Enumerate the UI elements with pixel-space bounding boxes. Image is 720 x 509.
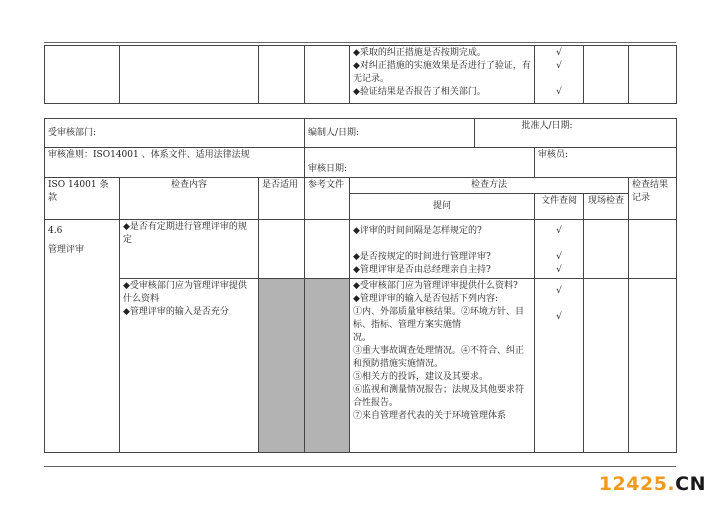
clause-number: 4.6 (48, 226, 63, 236)
bottom-rule (44, 466, 676, 467)
site-watermark-logo: 12425.CN (598, 473, 706, 495)
cont-applicable-cell (259, 46, 305, 104)
row2-reference-shaded (305, 279, 350, 453)
col-result: 检查结果记录 (629, 178, 677, 220)
approver-label: 批准人/日期: (475, 119, 677, 148)
auditor-label: 审核员: (535, 148, 677, 178)
row1-doc-checks: √ √ √ (535, 220, 584, 279)
row2-content: ◆受审核部门应为管理评审提供 什么资料 ◆管理评审的输入是否充分 (120, 279, 259, 453)
cont-reference-cell (305, 46, 350, 104)
cont-result-cell (629, 46, 677, 104)
row1-result (629, 220, 677, 279)
row1-applicable (259, 220, 305, 279)
clause-cell (45, 220, 120, 453)
col-site-check: 现场检查 (584, 194, 629, 220)
cont-content-cell (120, 46, 259, 104)
row1-content: ◆是否有定期进行管理评审的规 定 (120, 220, 259, 279)
row1-site-check (584, 220, 629, 279)
col-method: 检查方法 (350, 178, 629, 194)
row2-applicable-shaded (259, 279, 305, 453)
cont-site-cell (584, 46, 629, 104)
cont-clause-cell (45, 46, 120, 104)
row2-doc-checks: √ √ (535, 279, 584, 453)
continuation-table (44, 45, 677, 104)
cont-doc-checks: √ √ √ (535, 46, 584, 104)
top-rule (44, 42, 676, 43)
col-reference: 参考文件 (305, 178, 350, 220)
dept-label: 受审核部门: (45, 119, 305, 148)
audit-date-label: 审核日期: (305, 148, 535, 178)
row1-questions: ◆评审的时间间隔是怎样规定的? ◆是否按规定的时间进行管理评审? ◆管理评审是否由总经理亲自主持? (350, 220, 535, 279)
col-doc-check: 文件查阅 (535, 194, 584, 220)
row1-reference (305, 220, 350, 279)
row2-result (629, 279, 677, 453)
row2-site-check (584, 279, 629, 453)
col-applicable: 是否适用 (259, 178, 305, 220)
audit-checklist-table (44, 118, 677, 453)
col-content: 检查内容 (120, 178, 259, 220)
row2-questions: ◆受审核部门应为管理评审提供什么资料? ◆管理评审的输入是否包括下列内容: ①内、外部质量审核结果。②环境方针、目标、指标、管理方案实施情 况。 ③重大事故调查处理情况。④不符合、纠正和预防措施实施情况。 ⑤相关方的投诉，建议及其要求。 ⑥监视和测量情况报告；法规及其他要求符合性报告。 ⑦来自管理者代表的关于环境管理体系 (350, 279, 535, 453)
col-clause: ISO 14001 条款 (45, 178, 120, 220)
cont-questions: ◆采取的纠正措施是否按期完成。 ◆对纠正措施的实施效果是否进行了验证，有无记录。 ◆验证结果是否报告了相关部门。 (350, 46, 535, 104)
criteria-label: 审核准则：ISO14001 、体系文件、适用法律法规 (45, 148, 305, 178)
clause-name: 管理评审 (48, 245, 85, 255)
editor-label: 编制人/日期: (305, 119, 475, 148)
col-question: 提问 (350, 194, 535, 220)
